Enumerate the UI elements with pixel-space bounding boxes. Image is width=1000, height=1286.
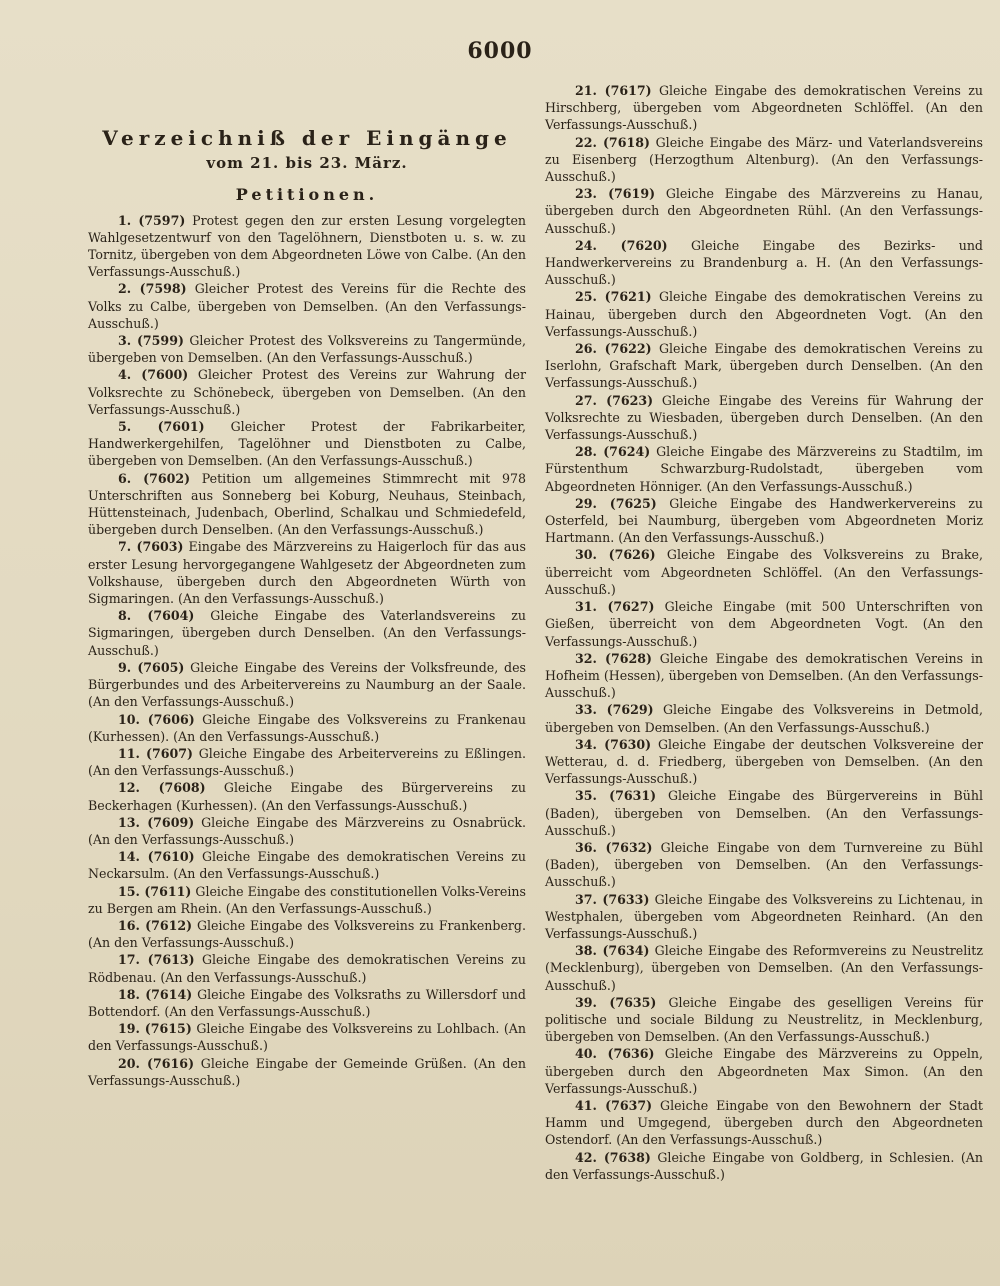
- petition-entry: [88, 711, 526, 745]
- entry-text: Gleiche Eingabe von dem Turnvereine zu Bühl (Baden), übergeben von Demselben. (An den Verfassungs-Ausschuß.): [545, 839, 983, 890]
- petition-entry: [545, 701, 983, 735]
- petition-entry: [88, 883, 526, 917]
- entry-number: 33. (7629): [575, 702, 654, 718]
- entry-text: Gleiche Eingabe des Reformvereins zu Neustrelitz (Mecklenburg), übergeben von Demselben. (An den Verfassungs-Ausschuß.): [545, 943, 983, 993]
- entry-text: Gleiche Eingabe des Volksvereins zu Lohlbach. (An den Verfassungs-Ausschuß.): [88, 1021, 526, 1054]
- entry-number: 19. (7615): [118, 1021, 192, 1037]
- entry-number: 35. (7631): [575, 788, 657, 804]
- entry-number: 18. (7614): [118, 986, 193, 1002]
- entry-text: Gleiche Eingabe des Volksvereins zu Lichtenau, in Westphalen, übergeben vom Abgeordneten Reinhard. (An den Verfassungs-Ausschuß.): [545, 891, 983, 941]
- entry-number: 12. (7608): [118, 780, 206, 796]
- entry-number: 30. (7626): [575, 547, 656, 563]
- entry-text: Gleiche Eingabe des Märzvereins zu Oppeln, übergeben durch den Abgeordneten Max Simon. (An den Verfassungs-Ausschuß.): [545, 1046, 983, 1096]
- petition-entry: [545, 495, 983, 547]
- entry-number: 34. (7630): [575, 736, 652, 752]
- right-entry-list: [545, 82, 983, 1183]
- entry-number: 23. (7619): [575, 186, 656, 202]
- petition-entry: [545, 839, 983, 891]
- petition-entry: [88, 917, 526, 951]
- entry-number: 41. (7637): [575, 1097, 653, 1113]
- entry-text: Eingabe des Märzvereins zu Haigerloch für das aus erster Lesung hervorgegangene Wahlgesetz der Abgeordneten zum Volkshause, übergeben durch den Abgeordneten Würth von Sigmaringen. (An den Verfassungs-Ausschuß.): [88, 539, 527, 607]
- petition-entry: [545, 787, 983, 839]
- entry-text: Gleiche Eingabe des Vaterlandsvereins zu Sigmaringen, übergeben durch Denselben. (An den Verfassungs-Ausschuß.): [88, 608, 526, 658]
- entry-number: 40. (7636): [575, 1046, 655, 1062]
- entry-number: 25. (7621): [575, 289, 652, 305]
- petition-entry: [88, 951, 526, 985]
- entry-number: 26. (7622): [575, 341, 652, 357]
- petition-entry: [545, 340, 983, 392]
- entry-text: Gleiche Eingabe von den Bewohnern der Stadt Hamm und Umgegend, übergeben durch den Abgeordneten Ostendorf. (An den Verfassungs-Ausschuß.): [545, 1097, 983, 1148]
- entry-text: Gleicher Protest des Vereins zur Wahrung der Volksrechte zu Schönebeck, übergeben von Demselben. (An den Verfassungs-Ausschuß.): [88, 367, 526, 417]
- petition-entry: [88, 212, 526, 281]
- entry-number: 1. (7597): [118, 212, 186, 228]
- entry-number: 5. (7601): [118, 419, 205, 435]
- document-title: Verzeichniß der Eingänge: [102, 126, 512, 150]
- entry-number: 6. (7602): [118, 470, 191, 486]
- petition-entry: [545, 891, 983, 943]
- entry-number: 21. (7617): [575, 83, 652, 98]
- entry-text: Gleiche Eingabe des Volksvereins zu Brake, überreicht vom Abgeordneten Schlöffel. (An den Verfassungs-Ausschuß.): [545, 547, 984, 597]
- entry-number: 14. (7610): [118, 849, 195, 865]
- petition-entry: [545, 237, 983, 289]
- entry-text: Gleiche Eingabe des constitutionellen Volks-Vereins zu Bergen am Rhein. (An den Verfassungs-Ausschuß.): [88, 883, 526, 916]
- entry-text: Gleiche Eingabe der Gemeinde Grüßen. (An den Verfassungs-Ausschuß.): [88, 1055, 526, 1088]
- entry-text: Gleiche Eingabe des Volksvereins zu Frankenberg. (An den Verfassungs-Ausschuß.): [88, 917, 526, 951]
- entry-text: Gleicher Protest der Fabrikarbeiter, Handwerkergehilfen, Tagelöhner und Dienstboten zu Calbe, übergeben von Demselben. (An den Verfassungs-Ausschuß.): [88, 419, 526, 469]
- entry-text: Gleiche Eingabe des Märzvereins zu Osnabrück. (An den Verfassungs-Ausschuß.): [88, 814, 526, 847]
- petition-entry: [88, 659, 526, 711]
- petition-entry: [545, 650, 983, 702]
- entry-text: Gleiche Eingabe des Vereins für Wahrung der Volksrechte zu Wiesbaden, übergeben durch Denselben. (An den Verfassungs-Ausschuß.): [545, 392, 983, 443]
- entry-text: Protest gegen den zur ersten Lesung vorgelegten Wahlgesetzentwurf von den Tagelöhnern, Dienstboten u. s. w. zu Tornitz, übergeben von dem Abgeordneten Löwe von Calbe. (An den Verfassungs-Ausschuß.): [88, 212, 527, 280]
- entry-number: 37. (7633): [575, 891, 650, 907]
- entry-number: 7. (7603): [118, 539, 184, 555]
- entry-text: Gleiche Eingabe des Arbeitervereins zu Eßlingen. (An den Verfassungs-Ausschuß.): [88, 745, 526, 779]
- entry-text: Gleiche Eingabe (mit 500 Unterschriften von Gießen, überreicht von dem Abgeordneten Vogt. (An den Verfassungs-Ausschuß.): [545, 599, 983, 649]
- petition-entry: [88, 986, 526, 1020]
- entry-number: 39. (7635): [575, 994, 657, 1010]
- petition-entry: [545, 942, 983, 994]
- petition-entry: [545, 82, 983, 134]
- petition-entry: [88, 848, 526, 882]
- petition-entry: [545, 288, 983, 340]
- entry-number: 17. (7613): [118, 952, 195, 968]
- left-column: [88, 88, 526, 1089]
- entry-text: Petition um allgemeines Stimmrecht mit 978 Unterschriften aus Sonneberg bei Koburg, Neuhaus, Steinbach, Hüttensteinach, Judenbach, Oberlind, Schalkau und Schmiedefeld, übergeben durch Denselben. (An den Verfassungs-Ausschuß.): [88, 470, 527, 538]
- petition-entry: [88, 538, 526, 607]
- entry-text: Gleiche Eingabe der deutschen Volksvereine der Wetterau, d. d. Friedberg, übergeben von Demselben. (An den Verfassungs-Ausschuß.): [545, 736, 983, 787]
- entry-text: Gleiche Eingabe des demokratischen Vereins zu Hainau, übergeben durch den Abgeordneten Vogt. (An den Verfassungs-Ausschuß.): [545, 289, 983, 339]
- entry-number: 31. (7627): [575, 599, 655, 615]
- entry-text: Gleiche Eingabe des Handwerkervereins zu Osterfeld, bei Naumburg, übergeben vom Abgeordneten Moriz Hartmann. (An den Verfassungs-Ausschuß.): [545, 495, 983, 546]
- petition-entry: [545, 546, 983, 598]
- petition-entry: [545, 1097, 983, 1149]
- petition-entry: [545, 736, 983, 788]
- right-column: [545, 82, 983, 1183]
- entry-text: Gleiche Eingabe des Volksraths zu Willersdorf und Bottendorf. (An den Verfassungs-Ausschuß.): [88, 986, 526, 1019]
- entry-text: Gleiche Eingabe des Vereins der Volksfreunde, des Bürgerbundes und des Arbeitervereins zu Naumburg an der Saale. (An den Verfassungs-Ausschuß.): [88, 659, 527, 710]
- entry-text: Gleiche Eingabe des Volksvereins zu Frankenau (Kurhessen). (An den Verfassungs-Ausschuß.): [88, 711, 526, 744]
- petition-entry: [88, 280, 526, 332]
- petition-entry: [545, 598, 983, 650]
- entry-number: 15. (7611): [118, 883, 192, 899]
- petition-entry: [88, 418, 526, 470]
- entry-number: 9. (7605): [118, 659, 185, 675]
- petition-entry: [88, 607, 526, 659]
- petition-entry: [88, 1020, 526, 1054]
- entry-text: Gleicher Protest des Vereins für die Rechte des Volks zu Calbe, übergeben von Demselben. (An den Verfassungs-Ausschuß.): [88, 281, 526, 331]
- entry-number: 13. (7609): [118, 814, 195, 830]
- entry-number: 10. (7606): [118, 711, 195, 727]
- entry-text: Gleiche Eingabe des demokratischen Vereins zu Rödbenau. (An den Verfassungs-Ausschuß.): [88, 952, 526, 985]
- entry-number: 3. (7599): [118, 333, 184, 349]
- entry-number: 42. (7638): [575, 1149, 651, 1165]
- petition-entry: [545, 443, 983, 495]
- entry-number: 2. (7598): [118, 281, 187, 297]
- petition-entry: [88, 745, 526, 779]
- entry-text: Gleiche Eingabe des demokratischen Vereins zu Neckarsulm. (An den Verfassungs-Ausschuß.): [88, 849, 526, 882]
- petition-entry: [545, 1149, 983, 1183]
- petition-entry: [545, 994, 983, 1046]
- petition-entry: [545, 392, 983, 444]
- entry-number: 24. (7620): [575, 237, 668, 253]
- entry-number: 27. (7623): [575, 392, 654, 408]
- entry-text: Gleiche Eingabe des demokratischen Vereins in Hofheim (Hessen), übergeben von Demselben. (An den Verfassungs-Ausschuß.): [545, 650, 983, 701]
- entry-number: 32. (7628): [575, 650, 652, 666]
- entry-text: Gleiche Eingabe des Bürgervereins in Bühl (Baden), übergeben von Demselben. (An den Verfassungs-Ausschuß.): [545, 788, 983, 838]
- entry-number: 22. (7618): [575, 134, 650, 150]
- petition-entry: [88, 332, 526, 366]
- entry-text: Gleiche Eingabe des Volksvereins in Detmold, übergeben von Demselben. (An den Verfassungs-Ausschuß.): [545, 702, 983, 735]
- entry-text: Gleiche Eingabe des Märzvereins zu Hanau, übergeben durch den Abgeordneten Rühl. (An den Verfassungs-Ausschuß.): [545, 186, 983, 236]
- entry-text: Gleiche Eingabe des Märzvereins zu Stadtilm, im Fürstenthum Schwarzburg-Rudolstadt, übergeben vom Abgeordneten Hönniger. (An den Verfassungs-Ausschuß.): [545, 444, 983, 494]
- left-entry-list: [88, 212, 526, 1089]
- entry-number: 20. (7616): [118, 1055, 195, 1071]
- petition-entry: [88, 779, 526, 813]
- petition-entry: [88, 366, 526, 418]
- entry-number: 8. (7604): [118, 608, 195, 624]
- entry-number: 38. (7634): [575, 943, 650, 959]
- entry-text: Gleiche Eingabe des März- und Vaterlandsvereins zu Eisenberg (Herzogthum Altenburg). (An den Verfassungs-Ausschuß.): [545, 134, 983, 185]
- entry-text: Gleicher Protest des Volksvereins zu Tangermünde, übergeben von Demselben. (An den Verfassungs-Ausschuß.): [88, 333, 526, 366]
- petition-entry: [545, 185, 983, 237]
- entry-number: 29. (7625): [575, 495, 657, 511]
- entry-text: Gleiche Eingabe des demokratischen Vereins zu Hirschberg, übergeben vom Abgeordneten Schlöffel. (An den Verfassungs-Ausschuß.): [545, 83, 983, 133]
- entry-text: Gleiche Eingabe des Bürgervereins zu Beckerhagen (Kurhessen). (An den Verfassungs-Ausschuß.): [88, 780, 527, 813]
- section-heading: Petitionen.: [235, 185, 379, 205]
- entry-number: 16. (7612): [118, 917, 193, 933]
- entry-number: 4. (7600): [118, 367, 189, 383]
- page-number: 6000: [467, 38, 533, 64]
- petition-entry: [88, 1055, 526, 1089]
- entry-number: 11. (7607): [118, 745, 193, 761]
- entry-text: Gleiche Eingabe des geselligen Vereins für politische und sociale Bildung zu Neustrelitz, in Mecklenburg, übergeben von Demselben. (An den Verfassungs-Ausschuß.): [545, 994, 983, 1045]
- entry-text: Gleiche Eingabe des Bezirks- und Handwerkervereins zu Brandenburg a. H. (An den Verfassungs-Ausschuß.): [545, 237, 983, 288]
- entry-number: 36. (7632): [575, 839, 653, 855]
- petition-entry: [88, 470, 526, 539]
- petition-entry: [88, 814, 526, 848]
- petition-entry: [545, 134, 983, 186]
- entry-text: Gleiche Eingabe von Goldberg, in Schlesien. (An den Verfassungs-Ausschuß.): [545, 1149, 983, 1182]
- entry-text: Gleiche Eingabe des demokratischen Vereins zu Iserlohn, Grafschaft Mark, übergeben durch Denselben. (An den Verfassungs-Ausschuß.): [545, 341, 983, 391]
- entry-number: 28. (7624): [575, 444, 651, 460]
- petition-entry: [545, 1045, 983, 1097]
- date-range: vom 21. bis 23. März.: [206, 154, 408, 173]
